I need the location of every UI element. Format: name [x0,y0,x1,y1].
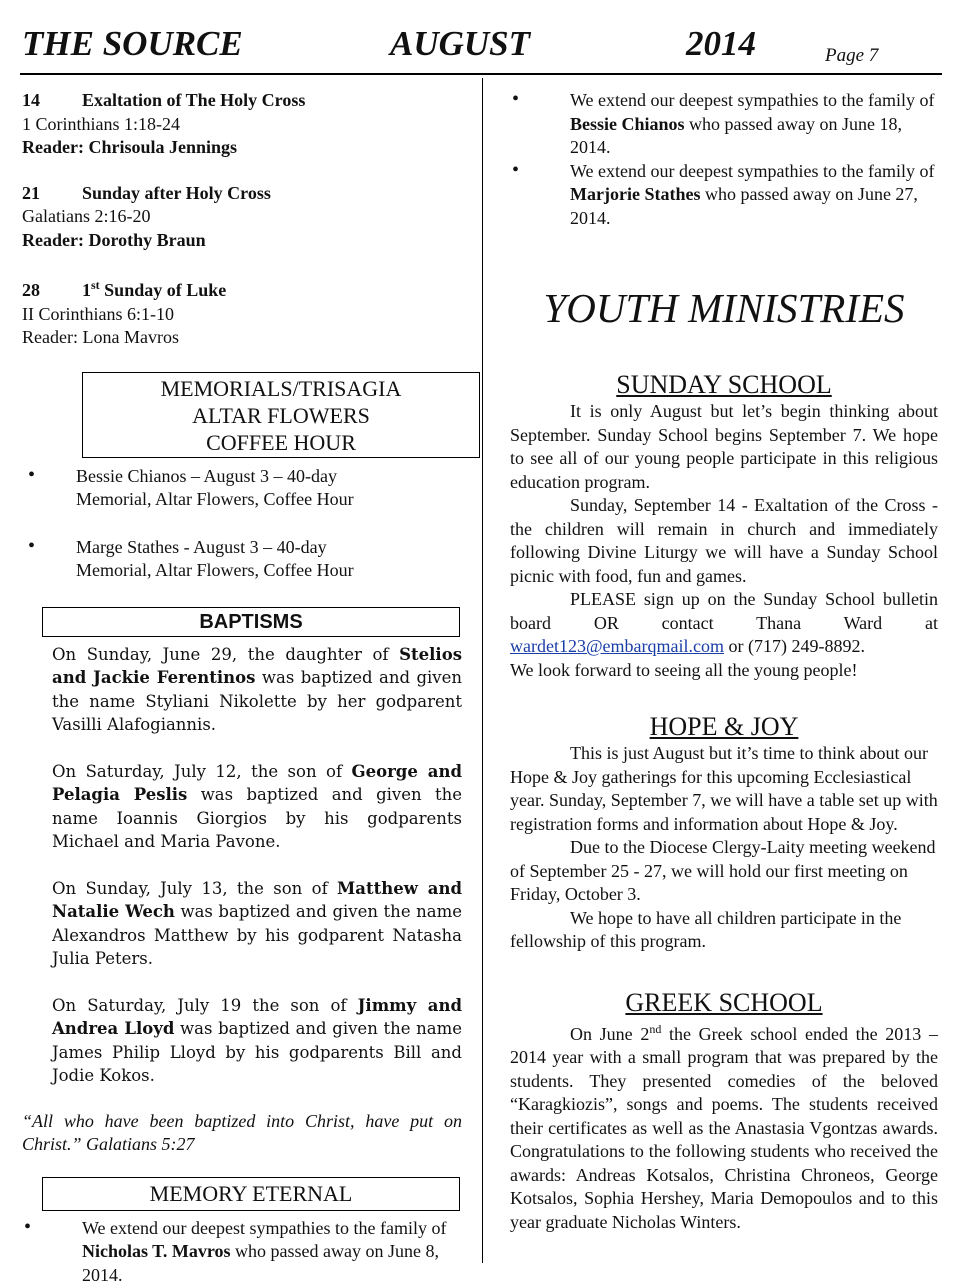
schedule-day: 14 [22,89,82,113]
schedule-title: Sunday after Holy Cross [82,183,271,203]
schedule-title: 1st Sunday of Luke [82,280,226,300]
sympathy-item: • We extend our deepest sympathies to the family of Nicholas T. Mavros who passed away on June 8, 2014. [22,1217,462,1287]
hope-joy-heading: HOPE & JOY [510,712,938,742]
schedule-reader: Reader: Chrisoula Jennings [22,136,462,160]
memory-eternal-heading: MEMORY ETERNAL [42,1177,460,1211]
hope-joy-paragraph: This is just August but it’s time to think about our Hope & Joy gatherings for this upcoming Ecclesiastical year. Sunday, September 7, we will have a table set up with registration forms and information about Hope & Joy. [510,742,938,836]
sunday-school-paragraph: Sunday, September 14 - Exaltation of the Cross - the children will remain in church and immediately following Divine Liturgy we will have a Sunday School picnic with food, fun and games. [510,494,938,588]
memorials-heading: MEMORIALS/TRISAGIA [83,375,479,402]
schedule-entry [22,89,462,160]
schedule-entry [22,274,462,350]
hope-joy-paragraph: Due to the Diocese Clergy-Laity meeting weekend of September 25 - 27, we will hold our first meeting on Friday, October 3. [510,836,938,907]
schedule-day: 28 [22,279,82,303]
memorial-item: • Bessie Chianos – August 3 – 40-day Memorial, Altar Flowers, Coffee Hour [22,465,462,512]
sunday-school-paragraph: PLEASE sign up on the Sunday School bulletin board OR contact Thana Ward at wardet123@embarqmail.com or (717) 249-8892. [510,588,938,659]
altar-flowers-heading: ALTAR FLOWERS [83,402,479,429]
schedule-reader: Reader: Lona Mavros [22,326,462,350]
memorial-item: • Marge Stathes - August 3 – 40-day Memorial, Altar Flowers, Coffee Hour [22,536,462,583]
page-number: Page 7 [825,36,878,76]
schedule-title: Exaltation of The Holy Cross [82,90,305,110]
memorials-heading-box [82,372,480,458]
baptism-notice: On Sunday, June 29, the daughter of Stelios and Jackie Ferentinos was baptized and given the name Styliani Nikolette by her godparent Vasilli Alafogiannis. [52,643,462,737]
schedule-day: 21 [22,182,82,206]
column-divider [482,78,483,1263]
issue-year: 2014 [686,24,756,64]
schedule-reader: Reader: Dorothy Braun [22,229,462,253]
baptisms-heading: BAPTISMS [42,607,460,637]
hope-joy-paragraph: We hope to have all children participate in the fellowship of this program. [510,907,938,954]
baptism-notice: On Saturday, July 19 the son of Jimmy and Andrea Lloyd was baptized and given the name James Philip Lloyd by his godparents Bill and Jodie Kokos. [52,994,462,1088]
right-column [510,89,938,1234]
schedule-entry [22,182,462,253]
scripture-quote: “All who have been baptized into Christ, have put on Christ.” Galatians 5:27 [22,1110,462,1157]
sympathy-item: • We extend our deepest sympathies to the family of Marjorie Stathes who passed away on June 27, 2014. [510,160,938,231]
issue-month: AUGUST [390,24,530,64]
baptism-notice: On Sunday, July 13, the son of Matthew and Natalie Wech was baptized and given the name Alexandros Matthew by his godparent Natasha Julia Peters. [52,877,462,971]
youth-ministries-title: YOUTH MINISTRIES [510,284,938,332]
schedule-reading: 1 Corinthians 1:18-24 [22,113,462,137]
schedule-reading: Galatians 2:16-20 [22,205,462,229]
baptism-notice: On Saturday, July 12, the son of George and Pelagia Peslis was baptized and given the name Ioannis Giorgios by his godparents Michael and Maria Pavone. [52,760,462,854]
publication-title: THE SOURCE [22,24,243,64]
email-link[interactable]: wardet123@embarqmail.com [510,636,724,656]
sunday-school-paragraph: We look forward to seeing all the young people! [510,659,938,683]
page-header [22,24,942,68]
sunday-school-paragraph: It is only August but let’s begin thinking about September. Sunday School begins September 7. We hope to see all of our young people participate in this religious education program. [510,400,938,494]
left-column [22,89,462,1287]
greek-school-heading: GREEK SCHOOL [510,988,938,1018]
greek-school-paragraph: On June 2nd the Greek school ended the 2013 – 2014 year with a small program that was prepared by the students. They presented comedies of the beloved “Karagkiozis”, songs and poems. The students received their certificates as well as the Anastasia Vgontzas awards. Congratulations to the following students who received the awards: Andreas Kotsalos, Christina Chroneos, George Kotsalos, Sophia Hershey, Maria Demopoulos and to this year graduate Nicholas Winters. [510,1018,938,1235]
schedule-reading: II Corinthians 6:1-10 [22,303,462,327]
sunday-school-heading: SUNDAY SCHOOL [510,370,938,400]
coffee-hour-heading: COFFEE HOUR [83,429,479,456]
sympathy-item: • We extend our deepest sympathies to the family of Bessie Chianos who passed away on June 18, 2014. [510,89,938,160]
header-divider [20,73,942,75]
